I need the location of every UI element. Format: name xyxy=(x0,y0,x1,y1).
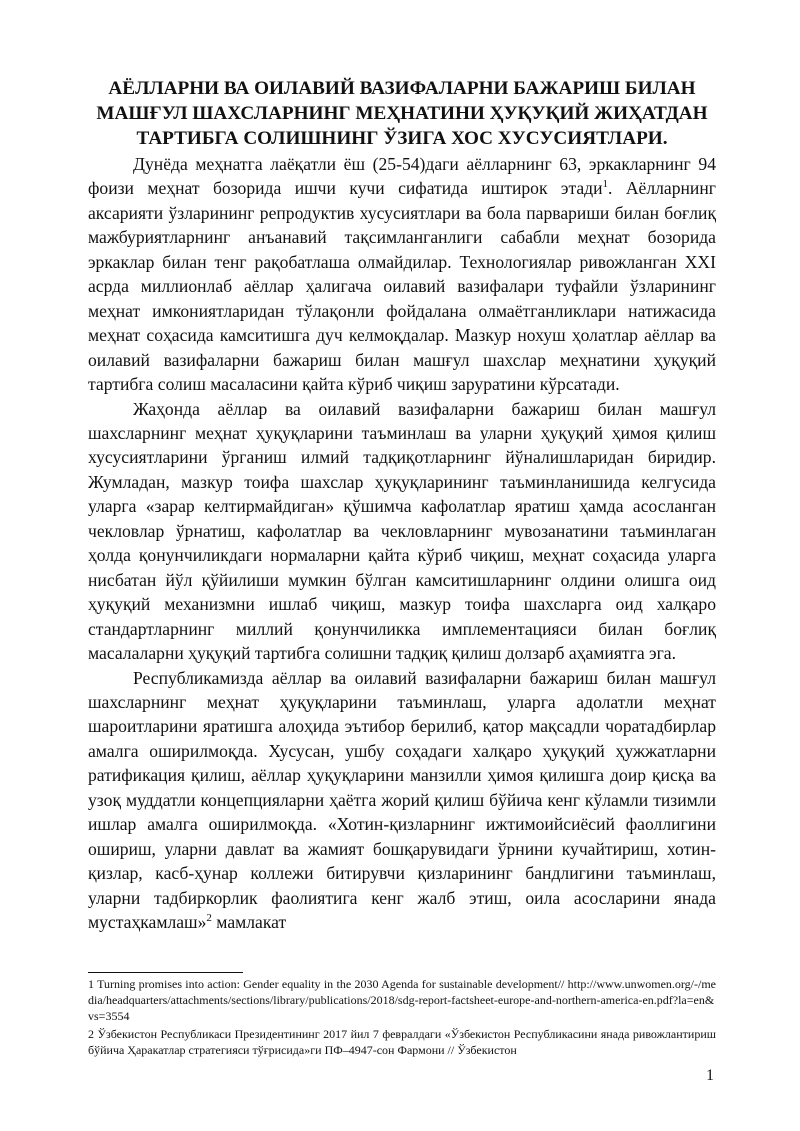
body-text xyxy=(88,152,716,935)
footnote-1: 1 Turning promises into action: Gender equality in the 2030 Agenda for sustainable development// http://www.unwomen.org/-/media/headquarters/attachments/sections/library/publications/2018/sdg-report-factsheet-europe-and-northern-america-en.pdf?la=en&vs=3554 xyxy=(88,977,716,1023)
title-line-1: АЁЛЛАРНИ ВА ОИЛАВИЙ ВАЗИФАЛАРНИ БАЖАРИШ БИЛАН xyxy=(108,78,696,99)
footnote-ref-2[interactable]: 2 xyxy=(206,912,212,925)
paragraph-3-text-a: Республикамизда аёллар ва оилавий вазифаларни бажариш билан машғул шахсларнинг меҳнат ҳуқуқларини таъминлаш, уларга адолатли меҳнат шароитларини яратишга алоҳида эътибор берилиб, қатор мақсадли чоратадбирлар амалга оширилмоқда. Хусусан, ушбу соҳадаги халқаро ҳуқуқий ҳужжатларни ратификация қилиш, аёллар ҳуқуқларини манзилли ҳимоя қилишга доир қисқа ва узоқ муддатли концепцияларни ҳаётга жорий қилиш бўйича кенг кўламли тизимли ишлар амалга оширилмоқда. «Хотин-қизларнинг ижтимоийсиёсий фаоллигини ошириш, уларни давлат ва жамият бошқарувидаги ўрнини кучайтириш, хотин-қизлар, касб-ҳунар коллежи битирувчи қизларининг бандлигини таъминлаш, уларни тадбиркорлик фаолиятига кенг жалб этиш, оила асосларини янада мустаҳкамлаш» xyxy=(88,667,716,933)
footnote-separator xyxy=(88,972,243,973)
document-title xyxy=(88,76,716,151)
footnotes xyxy=(88,976,716,1060)
title-line-2: МАШҒУЛ ШАХСЛАРНИНГ МЕҲНАТИНИ ҲУҚУҚИЙ ЖИҲАТДАН xyxy=(96,103,708,124)
footnote-ref-1[interactable]: 1 xyxy=(602,178,609,191)
paragraph-1-text-a: Дунёда меҳнатга лаёқатли ёш (25-54)даги аёлларнинг 63, эркакларнинг 94 фоизи меҳнат бозорида ишчи кучи сифатида иштирок этади xyxy=(88,154,716,199)
paragraph-3-text-b: мамлакат xyxy=(211,912,287,933)
footnote-2: 2 Ўзбекистон Республикаси Президентининг 2017 йил 7 февралдаги «Ўзбекистон Республикасини янада ривожлантириш бўйича Ҳаракатлар стратегияси тўғрисида»ги ПФ–4947-сон Фармони // Ўзбекистон xyxy=(88,1027,716,1057)
title-line-3: ТАРТИБГА СОЛИШНИНГ ЎЗИГА ХОС ХУСУСИЯТЛАРИ. xyxy=(136,128,668,149)
paragraph-3 xyxy=(88,666,716,935)
paragraph-1 xyxy=(88,152,716,397)
paragraph-2: Жаҳонда аёллар ва оилавий вазифаларни бажариш билан машғул шахсларнинг меҳнат ҳуқуқларини таъминлаш ва уларни ҳуқуқий ҳимоя қилиш хусусиятларини ўрганиш илмий тадқиқотларнинг йўналишларидан биридир. Жумладан, мазкур тоифа шахслар ҳуқуқларининг таъминланишида келгусида уларга «зарар келтирмайдиган» қўшимча кафолатлар яратиш ҳамда асосланган чекловлар ўрнатиш, кафолатлар ва чекловларнинг мувозанатини таъминлаган ҳолда қонунчиликдаги нормаларни қайта кўриб чиқиш, меҳнат соҳасида уларга нисбатан йўл қўйилиши мумкин бўлган камситишларнинг олдини олишга оид ҳуқуқий механизмни ишлаб чиқиш, мазкур тоифа шахсларга оид халқаро стандартларнинг миллий қонунчиликка имплементацияси билан боғлиқ масалаларни ҳуқуқий тартибга солишни тадқиқ қилиш долзарб аҳамиятга эга. xyxy=(88,398,716,664)
paragraph-1-text-b: . Аёлларнинг аксарияти ўзларининг репродуктив хусусиятлари ва бола парвариши билан боғлиқ мажбуриятларнинг анъанавий тақсимланганлиги сабабли меҳнат бозорида эркаклар билан тенг рақобатлаша олмайдилар. Технологиялар ривожланган XXI асрда миллионлаб аёллар ҳалигача оилавий вазифалари туфайли ўзларининг меҳнат имкониятларидан тўлақонли фойдалана олмаётганликлари натижасида меҳнат соҳасида камситишга дуч келмоқдалар. Мазкур нохуш ҳолатлар аёллар ва оилавий вазифаларни бажариш билан машғул шахслар меҳнатини ҳуқуқий тартибга солиш масаласини қайта кўриб чиқиш заруратини кўрсатади. xyxy=(88,178,716,395)
page-number: 1 xyxy=(706,1067,714,1084)
